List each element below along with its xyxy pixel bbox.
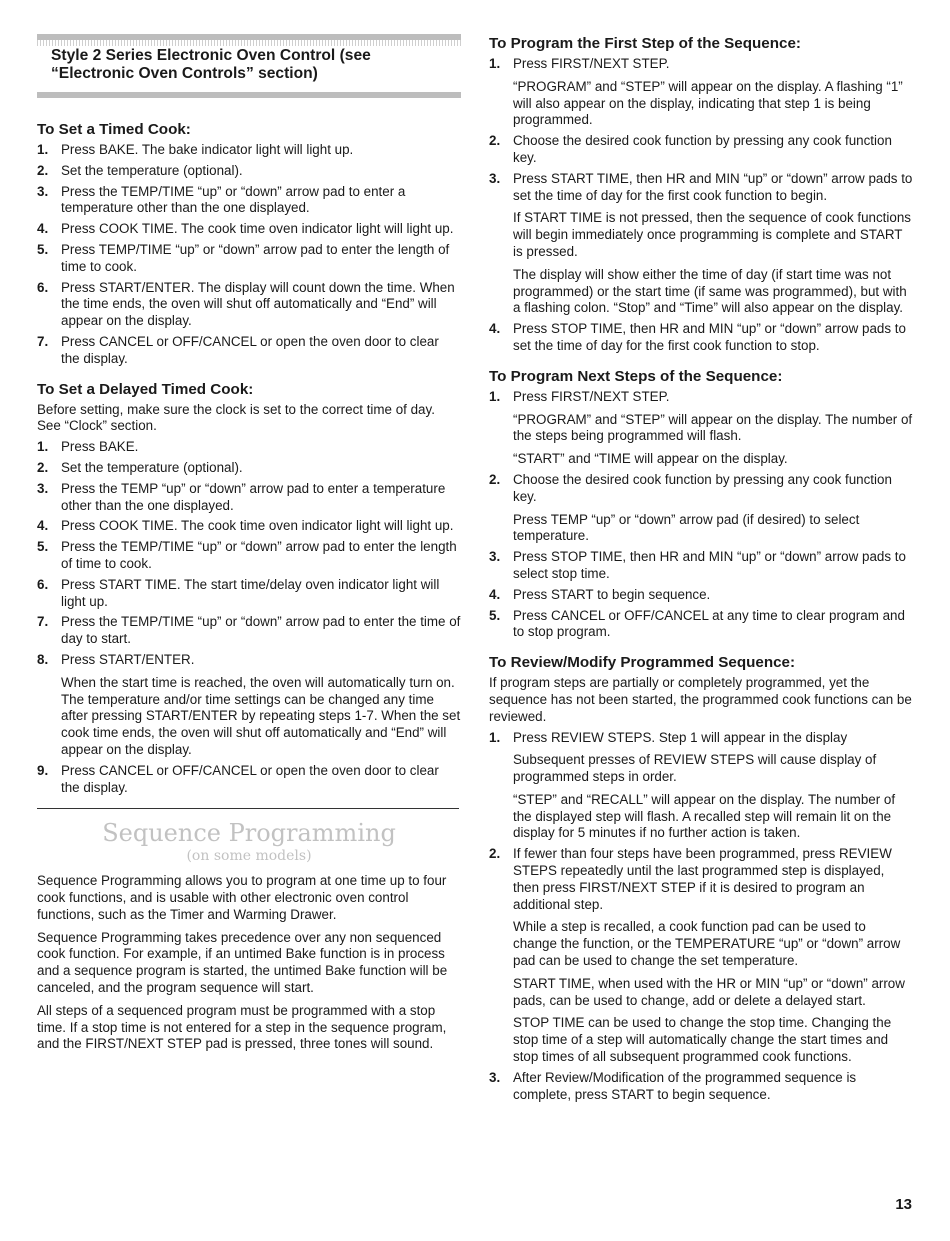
step-body — [513, 56, 913, 129]
next-steps-heading: To Program Next Steps of the Sequence: — [489, 367, 783, 385]
sequence-programming-section — [37, 819, 461, 1053]
step-text: Choose the desired cook function by pressing any cook function key. — [513, 471, 892, 504]
first-step-steps — [489, 56, 913, 355]
step-item — [489, 846, 913, 1066]
step-number: 1. — [489, 729, 501, 745]
step-text: Press START/ENTER. — [61, 651, 195, 667]
section-banner — [37, 34, 461, 98]
step-text: Press FIRST/NEXT STEP. — [513, 56, 670, 71]
step-note: “START” and “TIME will appear on the display. — [513, 451, 788, 467]
step-body — [61, 334, 461, 368]
step-item — [37, 163, 461, 180]
step-number: 2. — [489, 471, 501, 487]
step-number: 5. — [37, 539, 49, 555]
step-text: Press CANCEL or OFF/CANCEL at any time to clear program and to stop program. — [513, 607, 905, 640]
step-item — [489, 171, 913, 317]
step-body — [61, 439, 461, 456]
step-item — [489, 587, 913, 604]
step-number: 2. — [489, 846, 501, 862]
sequence-subtitle: (on some models) — [186, 848, 312, 865]
step-item — [489, 321, 913, 355]
step-body — [61, 481, 461, 515]
step-number: 3. — [489, 549, 501, 565]
timed-cook-section — [37, 120, 461, 368]
step-text: Set the temperature (optional). — [61, 162, 243, 178]
step-item — [37, 221, 461, 238]
step-text: Press CANCEL or OFF/CANCEL or open the oven door to clear the display. — [61, 333, 439, 366]
step-note: While a step is recalled, a cook function pad can be used to change the function, or the TEMPERATURE “up” or “down” arrow pad can be used to change the set temperature. — [513, 919, 901, 969]
step-note: “STEP” and “RECALL” will appear on the display. The number of the displayed step will flash. A recalled step will remain lit on the display for 5 minutes if no further action is taken. — [513, 791, 896, 841]
step-note: START TIME, when used with the HR or MIN “up” or “down” arrow pads, can be used to change, add or delete a delayed start. — [513, 975, 905, 1008]
step-number: 4. — [37, 518, 49, 534]
step-item — [489, 133, 913, 167]
first-step-section — [489, 34, 913, 355]
step-item — [37, 142, 461, 159]
step-item — [37, 614, 461, 648]
sequence-title: Sequence Programming — [102, 819, 396, 848]
step-item — [37, 439, 461, 456]
step-text: Press COOK TIME. The cook time oven indicator light will light up. — [61, 221, 454, 237]
step-number: 1. — [489, 56, 501, 71]
step-text: Press BAKE. The bake indicator light will light up. — [61, 142, 354, 157]
sequence-paragraph: All steps of a sequenced program must be programmed with a stop time. If a stop time is not entered for a step in the sequence program, and the FIRST/NEXT STEP pad is pressed, three tones will sound. — [37, 1002, 447, 1052]
step-number: 5. — [489, 607, 501, 623]
step-number: 9. — [37, 762, 49, 778]
step-number: 7. — [37, 333, 49, 349]
step-text: Press FIRST/NEXT STEP. — [513, 388, 670, 404]
step-body — [61, 652, 461, 759]
step-number: 1. — [489, 388, 501, 404]
step-text: Choose the desired cook function by pressing any cook function key. — [513, 133, 892, 165]
step-note: The display will show either the time of day (if start time was not programmed) or the start time (if same was programmed), but with a flashing colon. “Stop” and “Time” will also appear on the display. — [513, 266, 907, 316]
step-body — [513, 846, 913, 1066]
step-item — [37, 481, 461, 515]
step-text: Press REVIEW STEPS. Step 1 will appear in the display — [513, 729, 848, 745]
step-text: Press CANCEL or OFF/CANCEL or open the oven door to clear the display. — [61, 762, 439, 795]
review-heading: To Review/Modify Programmed Sequence: — [489, 654, 796, 672]
delayed-cook-steps — [37, 439, 461, 796]
step-body — [61, 763, 461, 797]
review-intro: If program steps are partially or completely programmed, yet the sequence has not been started, the programmed cook functions can be reviewed. — [489, 675, 912, 724]
section-divider — [37, 808, 459, 809]
step-number: 8. — [37, 651, 49, 667]
sequence-paragraph: Sequence Programming allows you to program at one time up to four cook functions, and is usable with other electronic oven control functions, such as the Timer and Warming Drawer. — [37, 873, 447, 922]
step-item — [489, 56, 913, 129]
step-number: 6. — [37, 576, 49, 592]
step-number: 2. — [37, 162, 49, 178]
step-number: 6. — [37, 279, 49, 295]
step-text: Press the TEMP/TIME “up” or “down” arrow pad to enter a temperature other than the one displayed. — [61, 183, 406, 216]
step-text: Press STOP TIME, then HR and MIN “up” or “down” arrow pads to set the time of day for the first cook function to stop. — [513, 321, 906, 353]
step-text: Press the TEMP/TIME “up” or “down” arrow pad to enter the time of day to start. — [61, 614, 461, 647]
timed-cook-heading: To Set a Timed Cook: — [37, 121, 191, 138]
review-steps — [489, 730, 913, 1104]
sequence-paragraph: Sequence Programming takes precedence over any non sequenced cook function. For example, if an untimed Bake function is in process and a sequence program is started, the untimed Bake function will be canceled, and the program sequence will start. — [37, 929, 448, 996]
step-text: Press the TEMP/TIME “up” or “down” arrow pad to enter the length of time to cook. — [61, 539, 457, 571]
step-item — [37, 242, 461, 276]
step-text: Press BAKE. — [61, 439, 139, 455]
step-body — [61, 614, 461, 648]
next-steps-steps — [489, 389, 913, 641]
step-number: 3. — [489, 170, 501, 186]
step-number: 4. — [37, 221, 49, 237]
step-body — [513, 171, 913, 317]
step-item — [37, 539, 461, 573]
step-body — [513, 1070, 913, 1104]
step-text: Press STOP TIME, then HR and MIN “up” or “down” arrow pads to select stop time. — [513, 549, 906, 581]
step-item — [37, 280, 461, 330]
step-body — [513, 321, 913, 355]
step-item — [489, 730, 913, 843]
step-number: 4. — [489, 586, 501, 602]
step-body — [61, 577, 461, 611]
step-text: After Review/Modification of the programmed sequence is complete, press START to begin sequence. — [513, 1069, 857, 1102]
left-column — [37, 34, 461, 1059]
timed-cook-steps — [37, 142, 461, 368]
step-body — [513, 549, 913, 583]
step-number: 3. — [37, 480, 49, 496]
delayed-cook-heading: To Set a Delayed Timed Cook: — [37, 380, 254, 398]
step-item — [37, 763, 461, 797]
step-number: 2. — [37, 459, 49, 475]
step-item — [37, 577, 461, 611]
step-body — [61, 142, 461, 159]
step-number: 3. — [37, 183, 49, 199]
step-number: 4. — [489, 321, 501, 337]
step-body — [61, 539, 461, 573]
step-item — [37, 334, 461, 368]
step-body — [61, 518, 461, 535]
step-text: Press START to begin sequence. — [513, 586, 711, 602]
delayed-cook-intro: Before setting, make sure the clock is set to the correct time of day. See “Clock” section. — [37, 401, 435, 434]
first-step-heading: To Program the First Step of the Sequence: — [489, 35, 801, 52]
step-body — [61, 163, 461, 180]
step-body — [513, 389, 913, 468]
step-number: 5. — [37, 241, 49, 257]
step-text: Press START/ENTER. The display will count down the time. When the time ends, the oven will shut off automatically and “End” will appear on the display. — [61, 279, 455, 329]
step-body — [61, 184, 461, 218]
step-item — [489, 472, 913, 545]
step-body — [61, 221, 461, 238]
banner-title: Style 2 Series Electronic Oven Control (see “Electronic Oven Controls” section) — [51, 47, 371, 82]
step-item — [37, 518, 461, 535]
step-number: 3. — [489, 1069, 501, 1085]
step-note: When the start time is reached, the oven will automatically turn on. The temperature and/or time settings can be changed any time after pressing START/ENTER by repeating steps 1-7. When the set cook time ends, the oven will shut off automatically and “End” will appear on the display. — [61, 674, 461, 757]
step-item — [37, 184, 461, 218]
step-note: Press TEMP “up” or “down” arrow pad (if desired) to select temperature. — [513, 511, 860, 544]
step-text: Press TEMP/TIME “up” or “down” arrow pad to enter the length of time to cook. — [61, 241, 450, 274]
step-note: “PROGRAM” and “STEP” will appear on the display. A flashing “1” will also appear on the display, indicating that step 1 is being programmed. — [513, 78, 903, 128]
step-body — [513, 472, 913, 545]
step-number: 1. — [37, 142, 49, 157]
step-body — [61, 460, 461, 477]
step-note: “PROGRAM” and “STEP” will appear on the display. The number of the steps being programmed will flash. — [513, 411, 913, 444]
step-text: Press COOK TIME. The cook time oven indicator light will light up. — [61, 518, 454, 534]
step-text: If fewer than four steps have been programmed, press REVIEW STEPS repeatedly until the last programmed step is displayed, then press FIRST/NEXT STEP if it is desired to program an additional step. — [513, 846, 892, 912]
review-section — [489, 653, 913, 1103]
delayed-cook-section — [37, 380, 461, 797]
step-note: If START TIME is not pressed, then the sequence of cook functions will begin immediately once programming is complete and START is pressed. — [513, 210, 911, 259]
step-text: Press START TIME. The start time/delay oven indicator light will light up. — [61, 576, 440, 609]
step-item — [37, 460, 461, 477]
step-item — [489, 608, 913, 642]
step-item — [489, 389, 913, 468]
step-body — [513, 587, 913, 604]
step-body — [513, 730, 913, 843]
step-body — [61, 242, 461, 276]
step-text: Press the TEMP “up” or “down” arrow pad to enter a temperature other than the one displayed. — [61, 480, 446, 513]
step-note: Subsequent presses of REVIEW STEPS will cause display of programmed steps in order. — [513, 752, 877, 785]
step-item — [37, 652, 461, 759]
next-steps-section — [489, 367, 913, 641]
step-text: Set the temperature (optional). — [61, 459, 243, 475]
right-column — [489, 34, 913, 1115]
step-body — [513, 608, 913, 642]
step-item — [489, 549, 913, 583]
page-number: 13 — [895, 1196, 912, 1213]
step-body — [61, 280, 461, 330]
step-number: 2. — [489, 133, 501, 149]
step-item — [489, 1070, 913, 1104]
step-body — [513, 133, 913, 167]
step-number: 1. — [37, 439, 49, 455]
step-note: STOP TIME can be used to change the stop time. Changing the stop time of a step will automatically change the start times and stop times of all subsequent programmed cook functions. — [513, 1015, 892, 1065]
step-number: 7. — [37, 614, 49, 630]
step-text: Press START TIME, then HR and MIN “up” or “down” arrow pads to set the time of day for the first cook function to begin. — [513, 170, 913, 203]
